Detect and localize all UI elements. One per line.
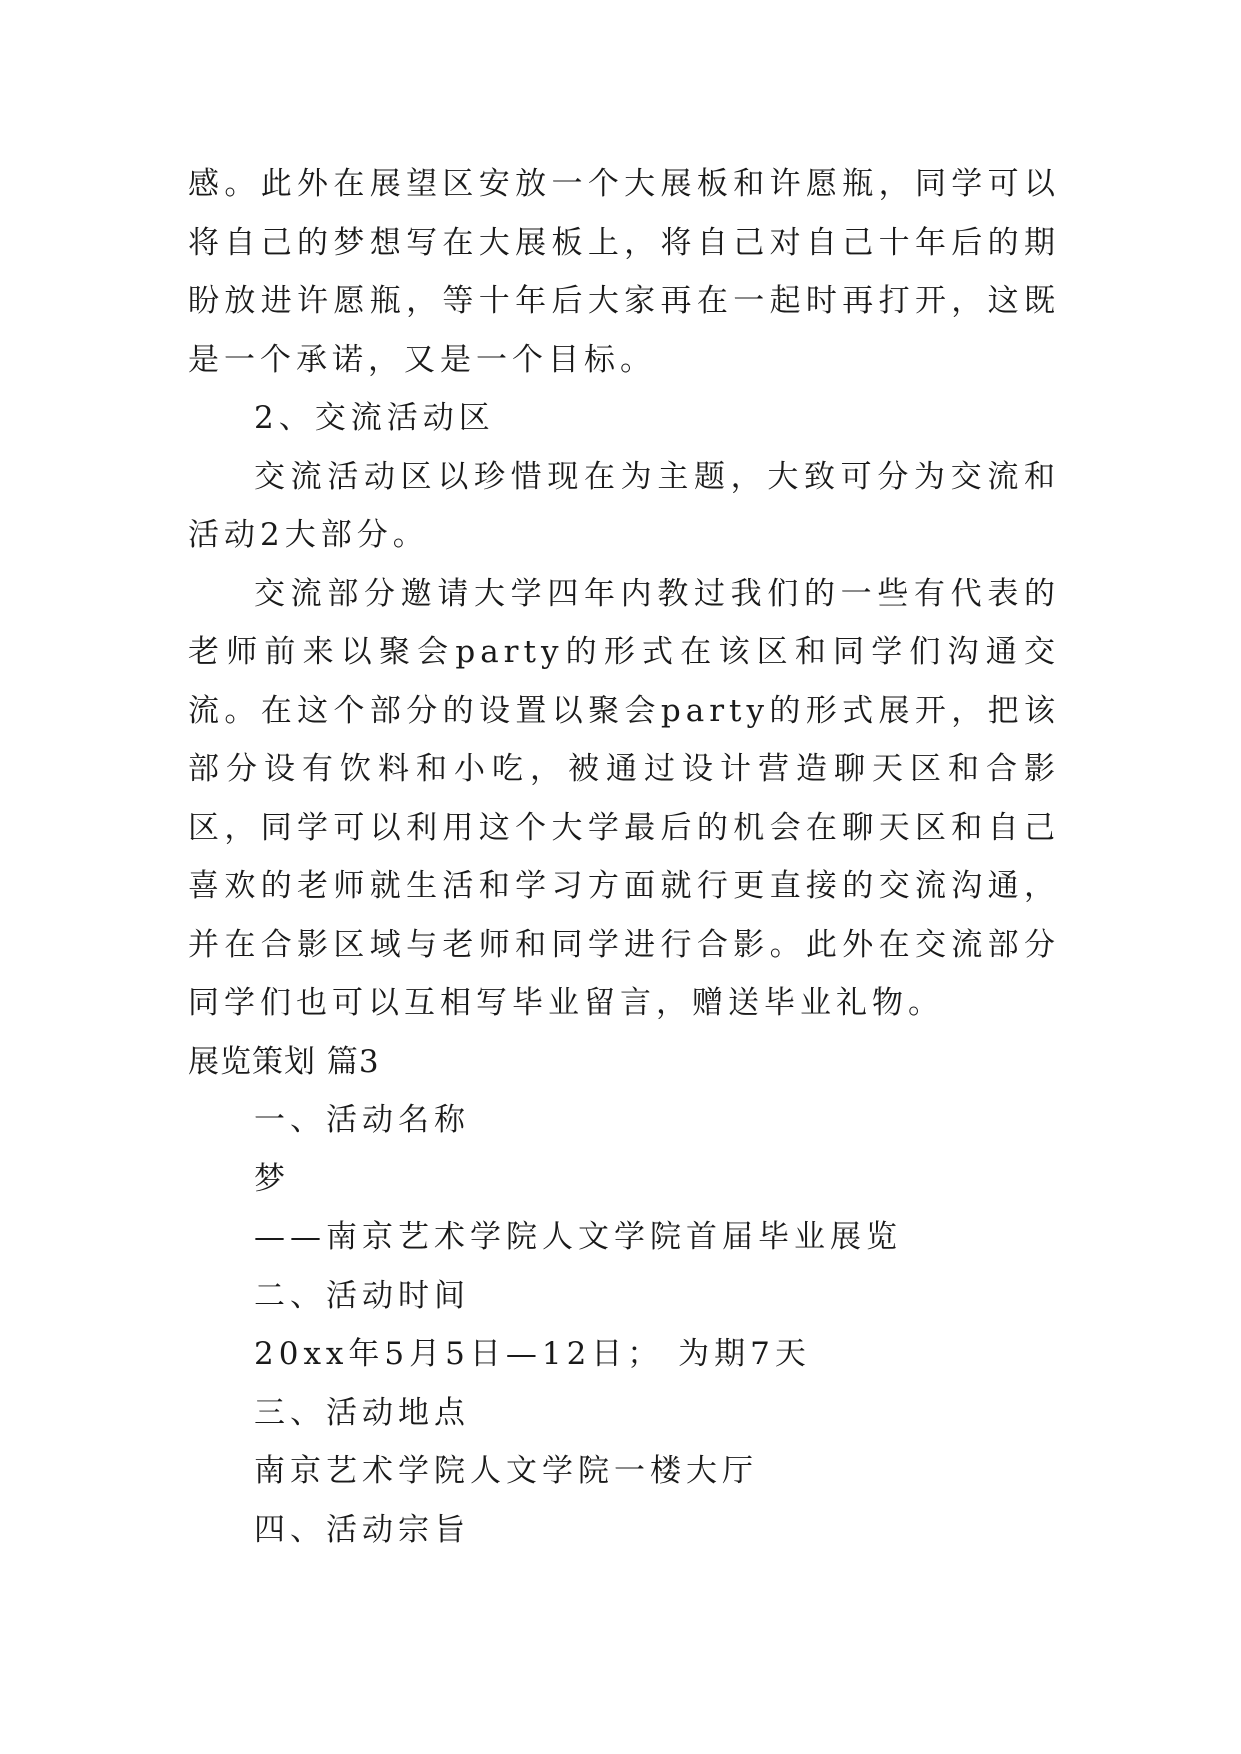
paragraph-display-area: 感。此外在展望区安放一个大展板和许愿瓶，同学可以将自己的梦想写在大展板上，将自己对自己十年后的期盼放进许愿瓶，等十年后大家再在一起时再打开，这既是一个承诺，又是一个目标。 <box>188 166 1060 378</box>
item-activity-location: 南京艺术学院人文学院一楼大厅 <box>254 1453 758 1489</box>
item-activity-name-heading: 一、活动名称 <box>254 1102 470 1138</box>
section-heading: 展览策划 篇3 <box>188 1043 380 1080</box>
item-activity-subtitle: ——南京艺术学院人文学院首届毕业展览 <box>254 1219 902 1255</box>
item-activity-time-heading: 二、活动时间 <box>254 1277 470 1314</box>
item-activity-location-heading: 三、活动地点 <box>254 1394 470 1431</box>
subheading-exchange-area: 2、交流活动区 <box>254 400 495 436</box>
item-activity-name: 梦 <box>254 1160 290 1197</box>
document-body <box>188 155 1060 1559</box>
item-activity-purpose-heading: 四、活动宗旨 <box>254 1511 470 1548</box>
paragraph-exchange-detail: 交流部分邀请大学四年内教过我们的一些有代表的老师前来以聚会party的形式在该区和同学们沟通交流。在这个部分的设置以聚会party的形式展开，把该部分设有饮料和小吃，被通过设计营造聊天区和合影区，同学可以利用这个大学最后的机会在聊天区和自己喜欢的老师就生活和学习方面就行更直接的交流沟通，并在合影区域与老师和同学进行合影。此外在交流部分同学们也可以互相写毕业留言，赠送毕业礼物。 <box>188 575 1060 1021</box>
item-activity-time: 20xx年5月5日—12日； 为期7天 <box>254 1336 811 1372</box>
paragraph-exchange-intro: 交流活动区以珍惜现在为主题，大致可分为交流和活动2大部分。 <box>188 458 1060 553</box>
